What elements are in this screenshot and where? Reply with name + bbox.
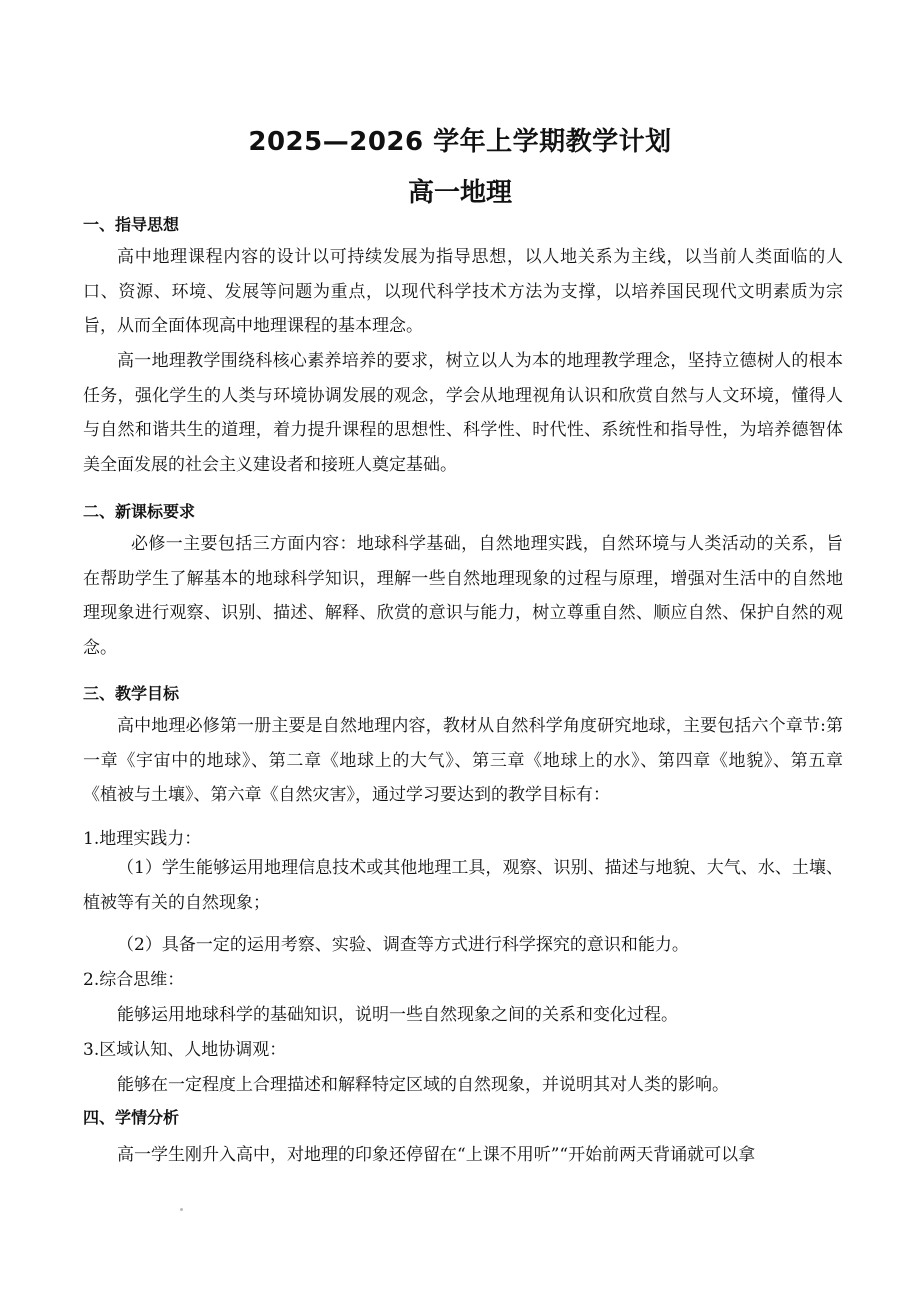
- goal-item-2: 2.综合思维：: [83, 970, 185, 990]
- paragraph-guiding-1: 高中地理课程内容的设计以可持续发展为指导思想，以人地关系为主线，以当前人类面临的人口、资源、环境、发展等问题为重点，以现代科学技术方法为支撑，以培养国民现代文明素质为宗旨，从而全面体现高中地理课程的基本理念。: [83, 247, 843, 336]
- paragraph-curriculum: 必修一主要包括三方面内容：地球科学基础，自然地理实践，自然环境与人类活动的关系，旨在帮助学生了解基本的地球科学知识，理解一些自然地理现象的过程与原理，增强对生活中的自然地理现象进行观察、识别、描述、解释、欣赏的意识与能力，树立尊重自然、顺应自然、保护自然的观念。: [83, 534, 843, 658]
- paragraph-student-analysis: 高一学生刚升入高中，对地理的印象还停留在“上课不用听”“开始前两天背诵就可以拿: [117, 1145, 756, 1165]
- paragraph-guiding-2: 高一地理教学围绕科核心素养培养的要求，树立以人为本的地理教学理念，坚持立德树人的根本任务，强化学生的人类与环境协调发展的观念，学会从地理视角认识和欣赏自然与人文环境，懂得人与自然和谐共生的道理，着力提升课程的思想性、科学性、时代性、系统性和指导性，为培养德智体美全面发展的社会主义建设者和接班人奠定基础。: [83, 351, 843, 475]
- goal-item-3a: 能够在一定程度上合理描述和解释特定区域的自然现象，并说明其对人类的影响。: [117, 1075, 729, 1095]
- goal-item-1: 1.地理实践力：: [83, 829, 202, 849]
- section-heading-curriculum-standard: 二、新课标要求: [83, 502, 196, 521]
- section-heading-guiding-thought: 一、指导思想: [83, 215, 180, 234]
- page-mark: [180, 1208, 183, 1211]
- goal-item-3: 3.区域认知、人地协调观：: [83, 1040, 287, 1060]
- goal-item-1a: （1）学生能够运用地理信息技术或其他地理工具，观察、识别、描述与地貌、大气、水、土壤、植被等有关的自然现象；: [83, 858, 843, 913]
- document-subtitle: 高一地理: [407, 178, 512, 208]
- paragraph-goals-intro: 高中地理必修第一册主要是自然地理内容，教材从自然科学角度研究地球，主要包括六个章节:第一章《宇宙中的地球》、第二章《地球上的大气》、第三章《地球上的水》、第四章《地貌》、第五章《植被与土壤》、第六章《自然灾害》，通过学习要达到的教学目标有：: [83, 716, 843, 805]
- document-title: 2025—2026 学年上学期教学计划: [248, 127, 672, 157]
- section-heading-student-analysis: 四、学情分析: [83, 1108, 180, 1127]
- section-heading-teaching-goals: 三、教学目标: [83, 684, 180, 703]
- goal-item-2a: 能够运用地球科学的基础知识，说明一些自然现象之间的关系和变化过程。: [117, 1005, 678, 1025]
- goal-item-1b: （2）具备一定的运用考察、实验、调查等方式进行科学探究的意识和能力。: [117, 935, 689, 955]
